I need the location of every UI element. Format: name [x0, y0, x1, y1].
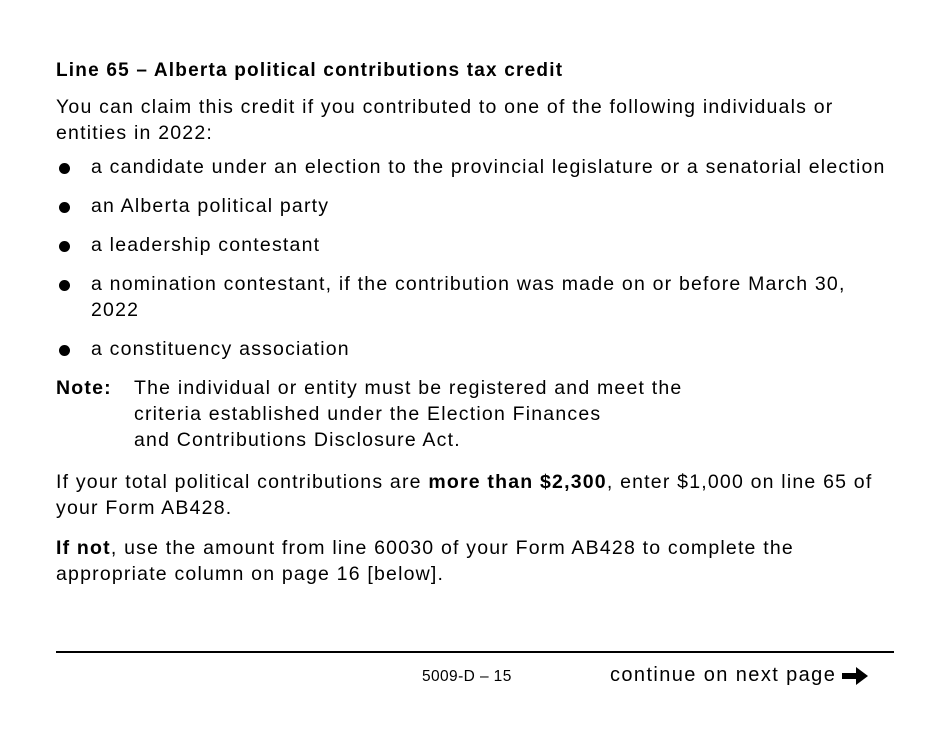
more-than-bold: more than $2,300 — [428, 471, 607, 493]
list-item-text: a nomination contestant, if the contribution was made on or before March 30, 2022 — [91, 273, 846, 321]
list-item-text: a candidate under an election to the provincial legislature or a senatorial election — [91, 156, 886, 178]
if-not-bold: If not — [56, 537, 111, 559]
section-heading: Line 65 – Alberta political contributions tax credit — [56, 60, 564, 81]
list-item — [56, 232, 896, 258]
bullet-icon — [56, 232, 91, 258]
more-than-pre: If your total political contributions are — [56, 471, 429, 493]
list-item — [56, 271, 896, 323]
eligibility-list — [56, 154, 896, 362]
note-body — [134, 375, 682, 453]
note-block — [56, 375, 896, 453]
continue-text: continue on next page — [610, 664, 837, 686]
note-line: criteria established under the Election Finances — [134, 403, 602, 425]
list-item — [56, 154, 896, 180]
bullet-icon — [56, 193, 91, 219]
more-than-paragraph — [56, 469, 896, 521]
bullet-icon — [56, 154, 91, 180]
if-not-paragraph — [56, 535, 896, 587]
document-page — [56, 60, 896, 587]
right-arrow-icon — [840, 665, 870, 687]
list-item — [56, 336, 896, 362]
intro-paragraph: You can claim this credit if you contributed to one of the following individuals or entities in 2022: — [56, 96, 834, 144]
if-not-post: , use the amount from line 60030 of your Form AB428 to complete the appropriate column on page 16 [below]. — [56, 537, 794, 585]
bullet-icon — [56, 336, 91, 362]
list-item-text: an Alberta political party — [91, 195, 330, 217]
footer-divider — [56, 651, 894, 653]
list-item-text: a leadership contestant — [91, 234, 321, 256]
page-number: 5009-D – 15 — [422, 668, 512, 685]
list-item — [56, 193, 896, 219]
note-line: and Contributions Disclosure Act. — [134, 429, 461, 451]
more-than-post: , enter $1,000 on line 65 of your Form AB428. — [56, 471, 873, 519]
note-line: The individual or entity must be registered and meet the — [134, 377, 683, 399]
note-label: Note: — [56, 377, 112, 399]
bullet-icon — [56, 271, 91, 323]
continue-link[interactable] — [610, 664, 870, 687]
list-item-text: a constituency association — [91, 338, 350, 360]
